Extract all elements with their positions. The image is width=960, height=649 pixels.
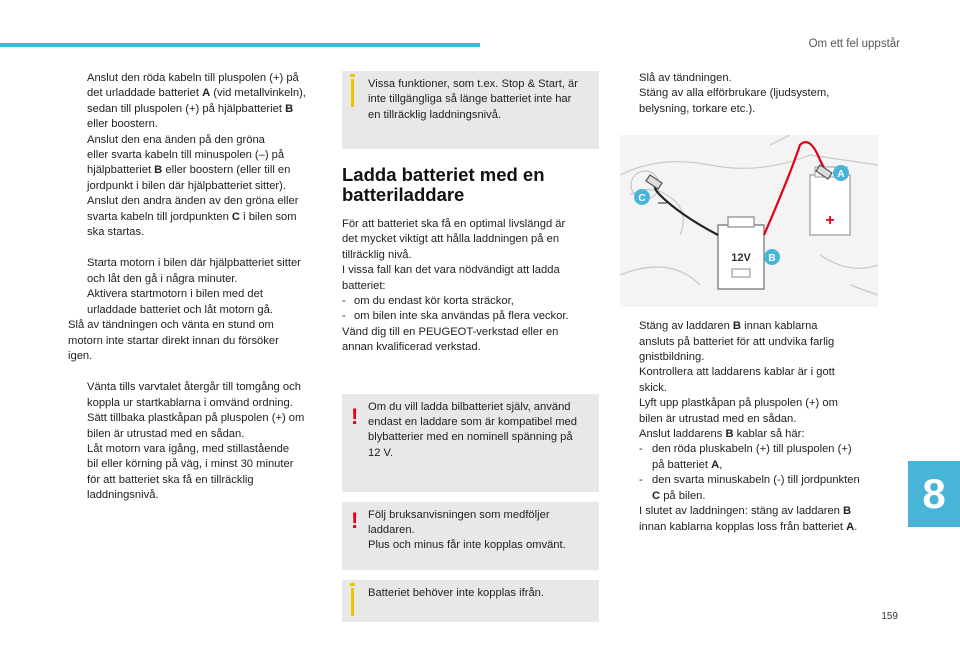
svg-text:+: + — [825, 212, 835, 230]
list-item: Anslut den ena änden på den gröna eller svarta kabeln till minuspolen (–) på hjälpbatteriet B eller boostern (eller till en jordpunkt i bilen där hjälpbatteriet sitter). — [87, 133, 291, 192]
list-item: Stäng av alla elförbrukare (ljudsystem, belysning, torkare etc.). — [639, 87, 830, 115]
svg-text:C: C — [638, 193, 646, 205]
warning-icon: ! — [351, 403, 359, 429]
section-heading: Ladda batteriet med en batteriladdare — [342, 164, 545, 205]
chapter-tab: 8 — [908, 461, 960, 527]
header-accent-bar — [0, 43, 480, 47]
svg-text:B: B — [768, 253, 776, 265]
list-item: Sätt tillbaka plastkåpan på pluspolen (+) om bilen är utrustad med en sådan. — [87, 412, 305, 440]
list-item: Vänta tills varvtalet återgår till tomgång och koppla ur startkablarna i omvänd ordning. — [87, 381, 301, 409]
list-item: Lyft upp plastkåpan på pluspolen (+) om bilen är utrustad med en sådan. — [639, 397, 838, 425]
battery-charging-illustration — [620, 135, 878, 307]
info-box: Batteriet behöver inte kopplas ifrån. — [342, 580, 599, 622]
svg-text:A: A — [837, 169, 845, 181]
list-item: I slutet av laddningen: stäng av laddaren B innan kablarna kopplas loss från batteriet A. — [639, 505, 858, 533]
info-icon — [351, 79, 354, 107]
list-item: Anslut den andra änden av den gröna eller svarta kabeln till jordpunkten C i bilen som ska startas. — [87, 195, 299, 239]
column-left — [68, 71, 330, 504]
label-c — [634, 189, 650, 205]
warning-icon: ! — [351, 507, 359, 533]
list-item: Anslut den röda kabeln till pluspolen (+) på det urladdade batteriet A (vid metallvinkeln), sedan till pluspolen (+) på hjälpbatteriet B eller boostern. — [87, 72, 306, 131]
sub-list-item: - den röda pluskabeln (+) till pluspolen (+) på batteriet A, — [639, 443, 852, 471]
page-number: 159 — [881, 611, 898, 622]
list-item: Kontrollera att laddarens kablar är i gott skick. — [639, 366, 835, 394]
info-icon — [351, 588, 354, 616]
warning-box: ! Följ bruksanvisningen som medföljer laddaren. Plus och minus får inte kopplas omvänt. — [342, 502, 599, 570]
sub-list-item: - den svarta minuskabeln (-) till jordpunkten C på bilen. — [639, 474, 860, 502]
column-right — [620, 71, 878, 535]
paragraph: För att batteriet ska få en optimal livslängd är det mycket viktigt att hålla laddningen på en tillräcklig nivå. I vissa fall kan det vara nödvändigt att ladda batteriet: — [342, 218, 566, 292]
paragraph: Vänd dig till en PEUGEOT-verkstad eller en annan kvalificerad verkstad. — [342, 325, 559, 354]
list-item: Anslut laddarens B kablar så här: — [639, 428, 805, 441]
list-item: Aktivera startmotorn i bilen med det urladdade batteriet och låt motorn gå. — [87, 288, 273, 316]
paragraph: Slå av tändningen och vänta en stund om motorn inte startar direkt innan du försöker igen. — [68, 319, 279, 362]
list-item: - om bilen inte ska användas på flera veckor. — [342, 310, 569, 323]
svg-text:12V: 12V — [731, 252, 751, 265]
chapter-title: Om ett fel uppstår — [808, 38, 900, 50]
list-item: Slå av tändningen. — [639, 72, 732, 84]
list-item: - om du endast kör korta sträckor, — [342, 295, 514, 308]
list-item: Låt motorn vara igång, med stillastående bil eller körning på väg, i minst 30 minuter för att batteriet ska få en tillräcklig laddningsnivå. — [87, 442, 294, 502]
label-a — [833, 165, 849, 181]
label-b — [764, 249, 780, 265]
warning-box: ! Om du vill ladda bilbatteriet själv, använd endast en laddare som är kompatibel med blybatterier med en nominell spänning på 12 V. — [342, 394, 599, 492]
svg-text:–: – — [658, 194, 667, 212]
info-box: Vissa funktioner, som t.ex. Stop & Start, är inte tillgängliga så länge batteriet inte har en tillräcklig laddningsnivå. — [342, 71, 599, 149]
list-item: Stäng av laddaren B innan kablarna ansluts på batteriet för att undvika farlig gnistbildning. — [639, 320, 835, 364]
column-middle — [342, 71, 599, 622]
battery-charger — [718, 217, 764, 289]
list-item: Starta motorn i bilen där hjälpbatteriet sitter och låt den gå i några minuter. — [87, 257, 301, 285]
